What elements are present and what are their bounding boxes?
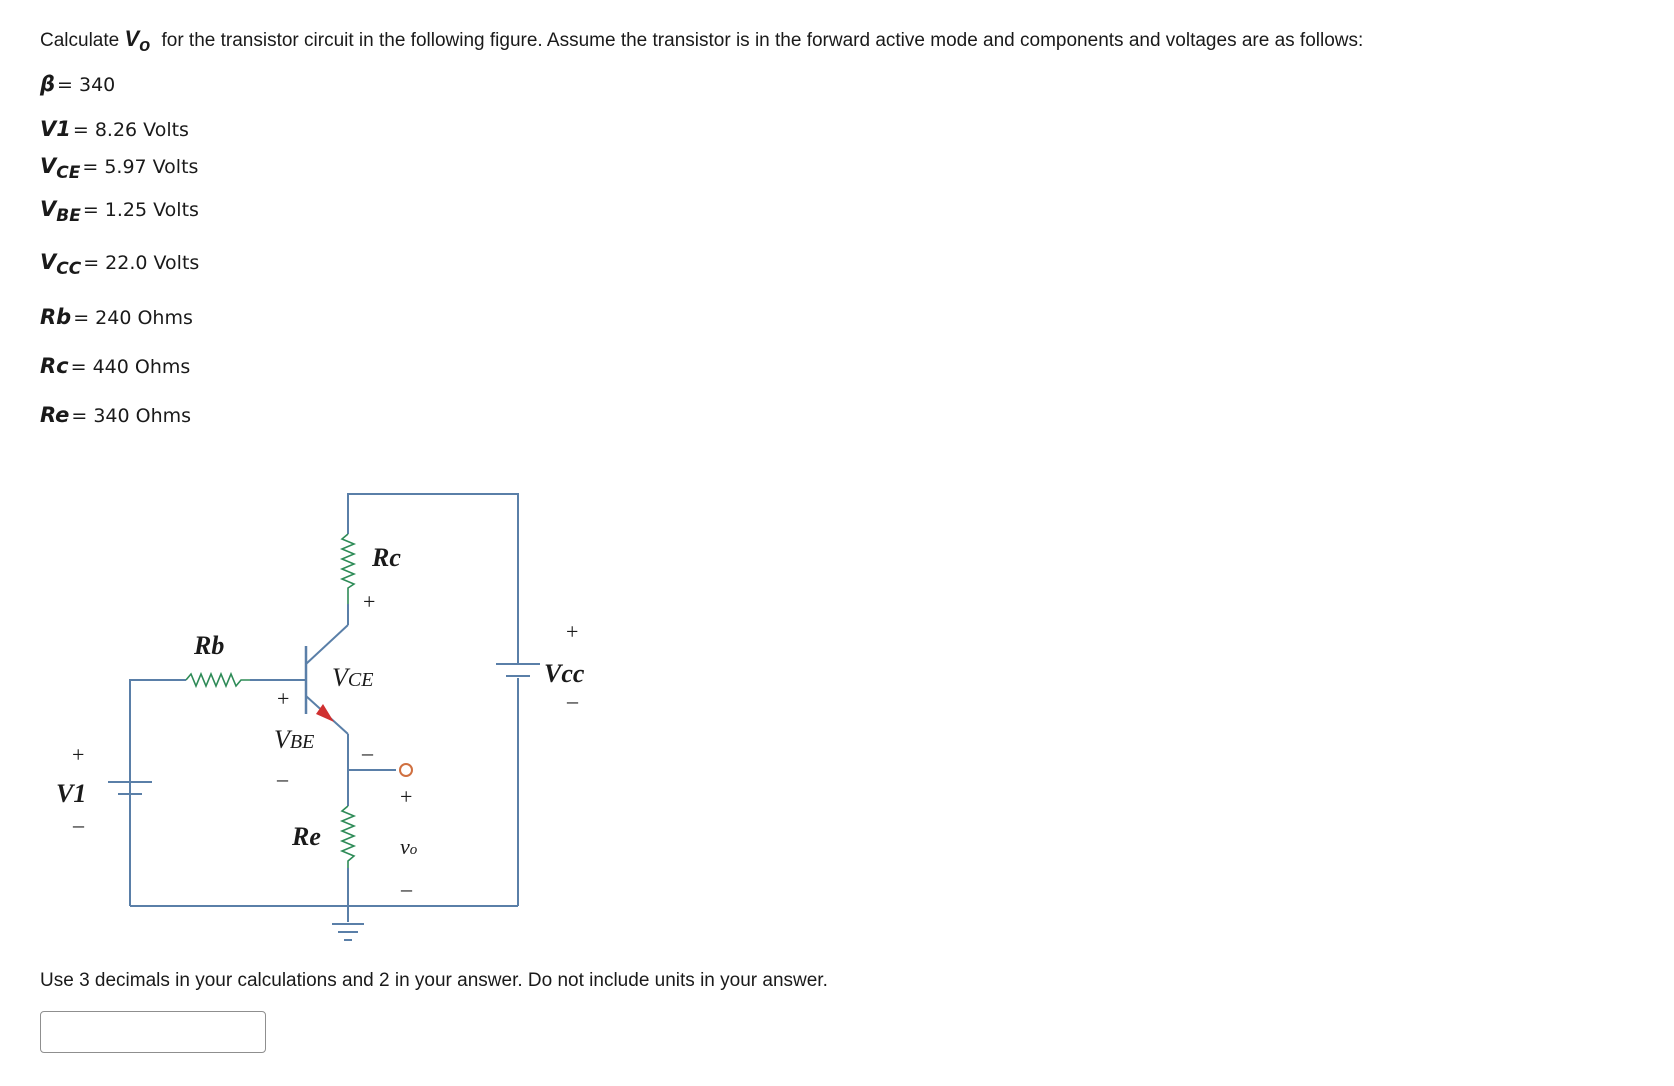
wire-top-loop: [348, 494, 518, 664]
question-suffix: for the transistor circuit in the following figure. Assume the transistor is in the forward active mode and components and voltages are as follows:: [161, 30, 1364, 51]
vcc-minus-sign: –: [567, 688, 578, 713]
transistor-collector: [306, 625, 348, 664]
question-prefix: Calculate: [40, 30, 120, 51]
param-vbe-symbol: V: [40, 197, 57, 221]
rb-resistor: [186, 674, 250, 686]
vcc-battery: [496, 664, 540, 676]
param-vce-subscript: CE: [56, 163, 81, 183]
param-rb-value: = 240 Ohms: [73, 307, 193, 329]
vbe-label: [274, 725, 314, 754]
param-vcc-subscript: CC: [56, 259, 82, 279]
vo-main: v: [400, 834, 410, 859]
param-vbe-subscript: BE: [56, 206, 81, 226]
vbe-sub: BE: [289, 731, 315, 753]
vo-minus-sign: –: [401, 876, 412, 901]
param-v1-value: = 8.26 Volts: [72, 119, 189, 141]
rc-resistor: [342, 534, 354, 604]
vo-subscript: o: [139, 35, 151, 55]
vbe-plus-sign: +: [277, 686, 290, 711]
rc-plus-sign: +: [363, 589, 376, 614]
instruction-text: Use 3 decimals in your calculations and 2 in your answer. Do not include units in your answer.: [40, 970, 828, 991]
ground-icon: [332, 924, 364, 940]
vbe-minus-sign: –: [277, 766, 288, 791]
vce-main: V: [332, 663, 348, 692]
v1-label: V1: [56, 779, 87, 808]
param-vbe-value: = 1.25 Volts: [82, 199, 199, 221]
re-resistor: [342, 806, 354, 868]
param-vcc-value: = 22.0 Volts: [83, 252, 200, 274]
v1-plus-sign: +: [72, 742, 85, 767]
param-vcc-symbol: V: [40, 250, 57, 274]
param-rc-value: = 440 Ohms: [70, 356, 191, 378]
param-rb-symbol: Rb: [40, 305, 72, 329]
param-beta-symbol: β: [40, 72, 56, 96]
vce-label: [332, 663, 373, 692]
v1-battery: [108, 782, 152, 906]
param-v1-symbol: V1: [40, 117, 71, 141]
param-vce-value: = 5.97 Volts: [82, 156, 199, 178]
vcc-plus-sign: +: [566, 619, 579, 644]
re-label: Re: [292, 822, 321, 851]
vo-terminal-icon: [400, 764, 412, 776]
v1-minus-sign: –: [73, 812, 84, 837]
vo-label: [400, 834, 418, 859]
vo-sub: o: [409, 842, 418, 858]
param-re-symbol: Re: [40, 403, 70, 427]
rb-label: Rb: [194, 631, 225, 660]
vce-sub: CE: [347, 669, 374, 691]
vo-symbol: V: [124, 26, 140, 51]
vo-plus-sign: +: [400, 784, 413, 809]
vcc-label: Vcc: [544, 659, 585, 688]
vce-minus-sign: –: [362, 740, 373, 765]
answer-input[interactable]: [40, 1011, 266, 1053]
param-beta-value: = 340: [57, 74, 116, 96]
rc-label: Rc: [372, 543, 401, 572]
param-re-value: = 340 Ohms: [71, 405, 192, 427]
param-rc-symbol: Rc: [40, 354, 69, 378]
param-vce-symbol: V: [40, 154, 57, 178]
vbe-main: V: [274, 725, 290, 754]
